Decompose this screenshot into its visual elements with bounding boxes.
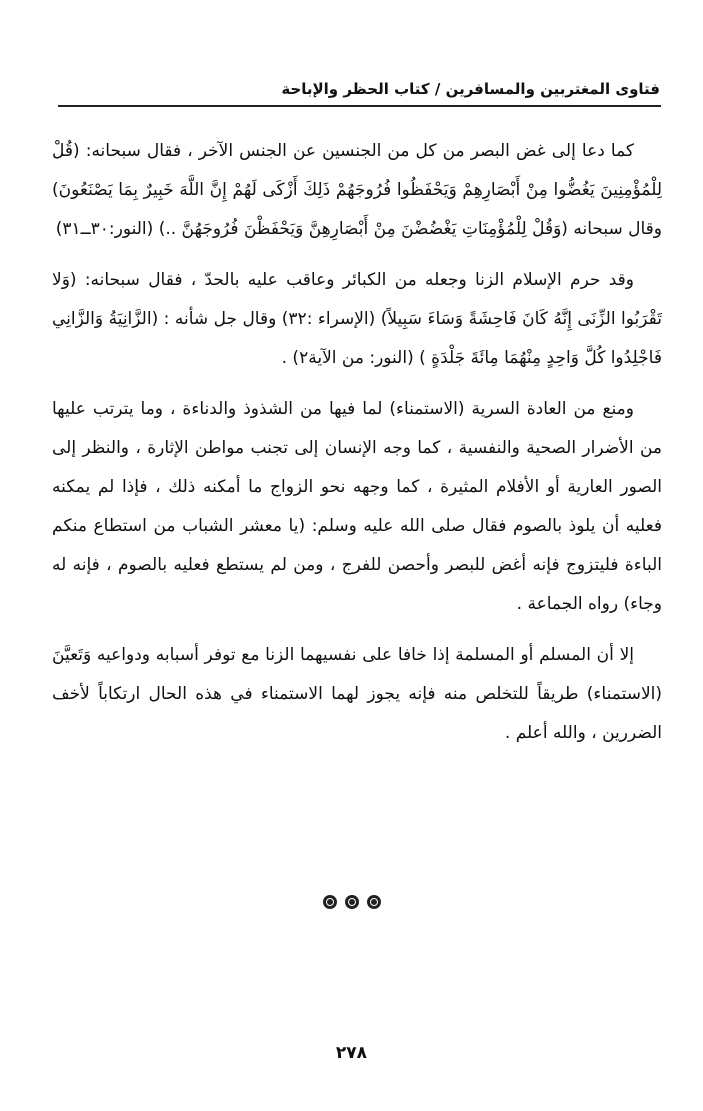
running-header-title: فتاوى المغتربين والمسافرين / كتاب الحظر والإباحة (281, 80, 660, 98)
paragraph-exception-ruling: إلا أن المسلم أو المسلمة إذا خافا على نفسيهما الزنا مع توفر أسبابه ودواعيه وَتَعيَّنَ (الاستمناء) طريقاً للتخلص منه فإنه يجوز لهما الاستمناء في هذه الحال ارتكاباً لأخف الضررين ، والله أعلم . (52, 645, 662, 743)
header-divider (58, 105, 661, 107)
rosette-icon (323, 895, 337, 909)
paragraph-zina-prohibition: وقد حرم الإسلام الزنا وجعله من الكبائر وعاقب عليه بالحدّ ، فقال سبحانه: (وَلا تَقْرَبُوا الزِّنَى إِنَّهُ كَانَ فَاحِشَةً وَسَاءَ سَبِيلاً) (الإسراء :٣٢) وقال جل شأنه : (الزَّانِيَةُ وَالزَّانِي فَاجْلِدُوا كُلَّ وَاحِدٍ مِنْهُمَا مِائَةَ جَلْدَةٍ ) (النور: من الآية٢) . (52, 270, 662, 368)
body-text (52, 132, 662, 765)
rosette-icon (345, 895, 359, 909)
paragraph-gaze-lowering: كما دعا إلى غض البصر من كل من الجنسين عن الجنس الآخر ، فقال سبحانه: (قُلْ لِلْمُؤْمِنِينَ يَغُضُّوا مِنْ أَبْصَارِهِمْ وَيَحْفَظُوا فُرُوجَهُمْ ذَلِكَ أَزْكَى لَهُمْ إِنَّ اللَّهَ خَبِيرٌ بِمَا يَصْنَعُونَ) وقال سبحانه (وَقُلْ لِلْمُؤْمِنَاتِ يَغْضُضْنَ مِنْ أَبْصَارِهِنَّ وَيَحْفَظْنَ فُرُوجَهُنَّ ..) (النور:٣٠ــ٣١) (52, 141, 662, 239)
paragraph-masturbation-ruling: ومنع من العادة السرية (الاستمناء) لما فيها من الشذوذ والدناءة ، وما يترتب عليها من الأضرار الصحية والنفسية ، كما وجه الإنسان إلى تجنب مواطن الإثارة ، والنظر إلى الصور العارية أو الأفلام المثيرة ، كما وجهه نحو الزواج ما أمكنه ذلك ، فإذا لم يمكنه فعليه أن يلوذ بالصوم فقال صلى الله عليه وسلم: (يا معشر الشباب من استطاع منكم الباءة فليتزوج فإنه أغض للبصر وأحصن للفرج ، ومن لم يستطع فعليه بالصوم ، فإنه له وجاء) رواه الجماعة . (52, 399, 662, 614)
section-ornament (0, 895, 703, 909)
rosette-icon (367, 895, 381, 909)
page-number: ٢٧٨ (335, 1043, 368, 1063)
